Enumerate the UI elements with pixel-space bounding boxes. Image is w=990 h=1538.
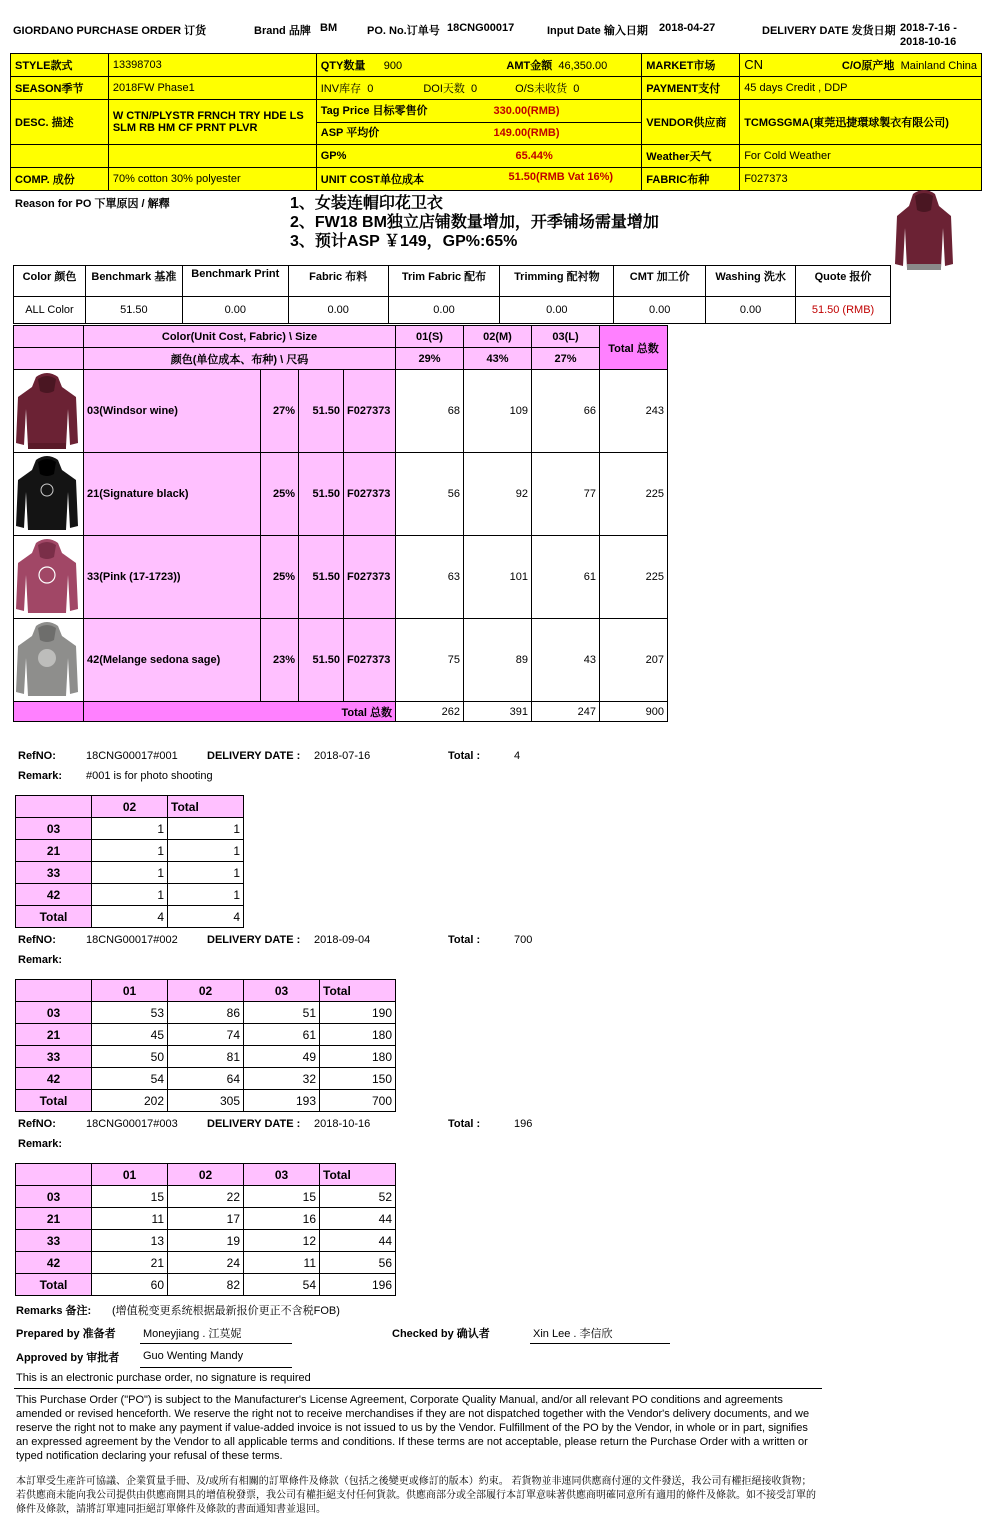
unit-cost-value: 51.50(RMB Vat 16%)	[508, 171, 614, 183]
po-value: 18CNG00017	[447, 22, 515, 34]
table-row: Total 60 82 54 196	[16, 1274, 396, 1296]
market-label: MARKET市场	[642, 54, 740, 77]
cost-header: Color 颜色	[14, 266, 86, 297]
checked-label: Checked by 确认者	[392, 1328, 490, 1340]
prepared-value: Moneyjiang . 江莫妮	[143, 1328, 242, 1340]
remarks-label: Remarks 备注:	[16, 1305, 92, 1317]
color-name: 21(Signature black)	[84, 453, 261, 536]
style-label: STYLE款式	[11, 54, 109, 77]
legal-english: This Purchase Order ("PO") is subject to the Manufacturer's License Agreement, Corporate Quality Manual, and/or all relevant PO conditions and agreements amended or revised henceforth. We reserve the right not to receive merchandises if they are not dispatched together with the Vendor's delivery documents, and we reserve the right not to make any payment if value-added invoice is not issued to us by the Vendor. Fulfillment of the PO by the Vendor, in whole or in part, signifies an expressed agreement by the Vendor to all applicable terms and conditions. If these terms are not acceptable, please return the Purchase Order with a written or typed notification declaring your refusal of these terms.	[16, 1394, 810, 1462]
color-name: 42(Melange sedona sage)	[84, 619, 261, 702]
input-date-value: 2018-04-27	[659, 22, 716, 34]
electronic-note: This is an electronic purchase order, no signature is required	[16, 1372, 311, 1384]
input-date-label: Input Date 输入日期	[547, 25, 648, 37]
cost-value: ALL Color	[14, 297, 86, 324]
approved-value: Guo Wenting Mandy	[143, 1350, 244, 1362]
delivery-range-end: 2018-10-16	[900, 36, 957, 48]
cost-value: 0.00	[614, 297, 706, 324]
market-value: CN	[744, 57, 763, 72]
season-label: SEASON季节	[11, 77, 109, 100]
table-row: 33 13 19 12 44	[16, 1230, 396, 1252]
size-pct: 29%	[396, 348, 464, 370]
color-name: 03(Windsor wine)	[84, 370, 261, 453]
table-row: 33 1 1	[16, 862, 244, 884]
cost-value: 0.00	[706, 297, 796, 324]
table-row: 21(Signature black) 25% 51.50 F027373 56 92 77 225	[14, 453, 668, 536]
table-row: 21 45 74 61 180	[16, 1024, 396, 1046]
hoodie-wine-icon	[893, 188, 955, 274]
delivery-table-3: 01 02 03 Total 03 15 22 15 52 21 11 17 16 44 33 13 19 12 44 42 21 24 11 56 Total 60 82 54 196	[15, 1163, 396, 1296]
size-header: 01(S)	[396, 326, 464, 348]
po-info-grid: STYLE款式 13398703 QTY数量 900 AMT金额 46,350.00 MARKET市场 CN C/O原产地 Mainland China SEASON季节 2018FW Phase1 INV库存 0 DOI天数 0 O/S未收货 0 PAYMENT支付 45 days Credit , DDP DESC. 描述 W CTN/PLYSTR FRNCH TRY HDE LS SLM RB HM CF PRNT PLVR Tag Price 目标零售价 330.00(RMB) ASP 平均价 149.00(RMB) VENDOR供应商 TCMGSGMA(東莞迅捷環球製衣有限公司) GP% 65.44% Weather天气 For Cold Weather COMP. 成份 70% cotton 30% polyester UNIT COST单位成本 51.50(RMB Vat 16%) FABRIC布种 F027373	[10, 53, 982, 191]
table-row: 03 53 86 51 190	[16, 1002, 396, 1024]
fabric-label: FABRIC布种	[642, 168, 740, 191]
style-value: 13398703	[108, 54, 316, 77]
po-title: GIORDANO PURCHASE ORDER 订货	[13, 25, 207, 37]
cost-header: Trim Fabric 配布	[388, 266, 500, 297]
size-matrix	[13, 325, 668, 722]
table-row: 42(Melange sedona sage) 23% 51.50 F027373 75 89 43 207	[14, 619, 668, 702]
hoodie-black-icon	[14, 454, 80, 534]
size-pct: 43%	[464, 348, 532, 370]
delivery-range-start: 2018-7-16 -	[900, 22, 957, 34]
hoodie-wine-icon	[14, 371, 80, 451]
cost-header: Benchmark Print	[182, 266, 288, 297]
asp-value: 149.00(RMB)	[493, 127, 560, 139]
hoodie-pink-icon	[14, 537, 80, 617]
table-row: 03 15 22 15 52	[16, 1186, 396, 1208]
brand-label: Brand 品牌	[254, 25, 311, 37]
cost-value: 0.00	[182, 297, 288, 324]
table-row: Total 202 305 193 700	[16, 1090, 396, 1112]
checked-value: Xin Lee . 李信欣	[533, 1328, 613, 1340]
table-row: Total 4 4	[16, 906, 244, 928]
weather-value: For Cold Weather	[740, 145, 982, 168]
approved-label: Approved by 审批者	[16, 1352, 120, 1364]
po-label: PO. No.订单号	[367, 25, 440, 37]
season-value: 2018FW Phase1	[108, 77, 316, 100]
matrix-head-en: Color(Unit Cost, Fabric) \ Size	[84, 326, 396, 348]
remarks-value: (增值税变更系统根据最新报价更正不含税FOB)	[112, 1305, 340, 1317]
amt-value: 46,350.00	[558, 60, 608, 72]
vendor-label: VENDOR供应商	[642, 100, 740, 145]
matrix-total-row: Total 总数 262 391 247 900	[14, 702, 668, 722]
cost-header: CMT 加工价	[614, 266, 706, 297]
table-row: 33(Pink (17-1723)) 25% 51.50 F027373 63 101 61 225	[14, 536, 668, 619]
brand-value: BM	[320, 22, 338, 34]
qty-value: 900	[383, 60, 403, 72]
cost-header: Fabric 布料	[288, 266, 388, 297]
table-row: 03(Windsor wine) 27% 51.50 F027373 68 109 66 243	[14, 370, 668, 453]
matrix-head-cn: 颜色(单位成本、布种) \ 尺码	[84, 348, 396, 370]
payment-value: 45 days Credit , DDP	[740, 77, 982, 100]
cost-value: 0.00	[388, 297, 500, 324]
size-header: 03(L)	[532, 326, 600, 348]
payment-label: PAYMENT支付	[642, 77, 740, 100]
cost-breakdown-table	[13, 265, 891, 324]
cost-value: 0.00	[500, 297, 614, 324]
color-name: 33(Pink (17-1723))	[84, 536, 261, 619]
delivery-label: DELIVERY DATE 发货日期	[762, 25, 896, 37]
desc-label: DESC. 描述	[11, 100, 109, 145]
reason-text: 1、女装连帽印花卫衣 2、FW18 BM独立店铺数量增加，开季铺场需量增加 3、预计ASP ￥149，GP%:65%	[290, 195, 659, 250]
quote-value: 51.50 (RMB)	[796, 297, 891, 324]
table-row: 21 1 1	[16, 840, 244, 862]
tag-price-value: 330.00(RMB)	[493, 105, 560, 117]
delivery-table-2: 01 02 03 Total 03 53 86 51 190 21 45 74 61 180 33 50 81 49 180 42 54 64 32 150 Total 202 305 193 700	[15, 979, 396, 1112]
table-row: 42 54 64 32 150	[16, 1068, 396, 1090]
cost-header: Trimming 配衬物	[500, 266, 614, 297]
comp-label: COMP. 成份	[11, 168, 109, 191]
gp-value: 65.44%	[515, 150, 553, 162]
cost-header: Benchmark 基准	[85, 266, 182, 297]
cost-value: 0.00	[288, 297, 388, 324]
table-row: 42 1 1	[16, 884, 244, 906]
comp-value: 70% cotton 30% polyester	[108, 168, 316, 191]
prepared-label: Prepared by 准备者	[16, 1328, 116, 1340]
size-header: 02(M)	[464, 326, 532, 348]
cost-value: 51.50	[85, 297, 182, 324]
origin-value: Mainland China	[900, 60, 977, 72]
reason-label: Reason for PO 下單原因 / 解釋	[15, 198, 170, 210]
cost-header: Washing 洗水	[706, 266, 796, 297]
fabric-value: F027373	[740, 168, 982, 191]
legal-chinese: 本訂單受生產許可協議、企業質量手冊、及/或所有相關的訂單條件及條款（包括之後變更或修訂的版本）約束。 若貨物並非連同供應商付運的文件發送，我公司有權拒絕接收貨物；若供應商未能向我公司提供由供應商開具的增值稅發票，我公司有權拒絕支付任何貨款。供應商部分或全部履行本訂單意味著供應商明確同意所有適用的條件及條款。如不接受訂單的條件及條款，請將訂單連同拒絕訂單條件及條款的書面通知書並退回。	[16, 1476, 816, 1515]
hoodie-grey-icon	[14, 620, 80, 700]
vendor-value: TCMGSGMA(東莞迅捷環球製衣有限公司)	[740, 100, 982, 145]
total-header: Total 总数	[600, 326, 668, 370]
cost-header: Quote 报价	[796, 266, 891, 297]
table-row: 42 21 24 11 56	[16, 1252, 396, 1274]
weather-label: Weather天气	[642, 145, 740, 168]
table-row: 03 1 1	[16, 818, 244, 840]
table-row: 21 11 17 16 44	[16, 1208, 396, 1230]
size-pct: 27%	[532, 348, 600, 370]
table-row: 33 50 81 49 180	[16, 1046, 396, 1068]
delivery-table-1: 02 Total 03 1 1 21 1 1 33 1 1 42 1 1 Total 4 4	[15, 795, 244, 928]
